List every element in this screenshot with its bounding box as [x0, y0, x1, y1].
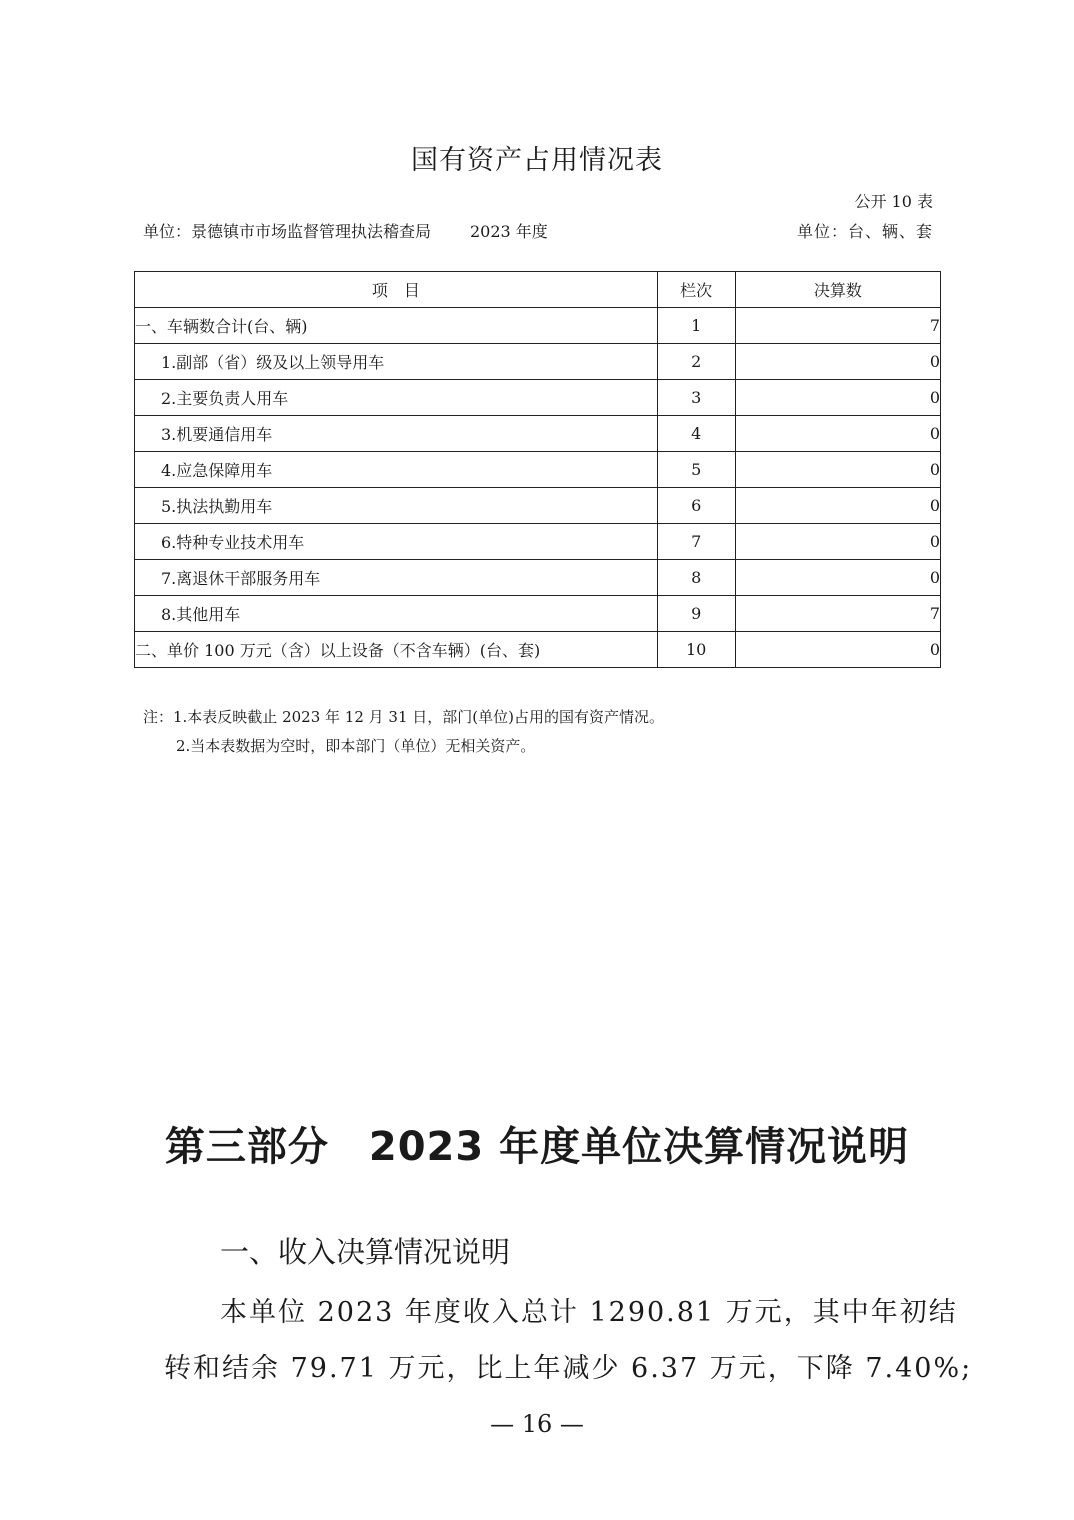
- row-value: 0: [735, 380, 940, 416]
- row-number: 9: [657, 596, 735, 632]
- header-item: 项 目: [135, 272, 658, 308]
- row-item: 6.特种专业技术用车: [135, 524, 658, 560]
- section-part: 第三部分: [164, 1124, 329, 1170]
- table-row: [135, 488, 941, 524]
- table-row: [135, 416, 941, 452]
- row-item: 一、车辆数合计(台、辆): [135, 308, 658, 344]
- row-number: 6: [657, 488, 735, 524]
- table-row: [135, 632, 941, 668]
- subsection-heading: 一、收入决算情况说明: [220, 1235, 511, 1269]
- row-item: 二、单价 100 万元（含）以上设备（不含车辆）(台、套): [135, 632, 658, 668]
- row-item: 8.其他用车: [135, 596, 658, 632]
- paragraph-line: 本单位 2023 年度收入总计 1290.81 万元，其中年初结: [220, 1297, 958, 1328]
- row-number: 3: [657, 380, 735, 416]
- row-item: 1.副部（省）级及以上领导用车: [135, 344, 658, 380]
- section-title: 2023 年度单位决算情况说明: [368, 1124, 910, 1170]
- table-row: [135, 452, 941, 488]
- row-value: 0: [735, 344, 940, 380]
- table-row: [135, 560, 941, 596]
- table-row: [135, 344, 941, 380]
- table-note-2: 2.当本表数据为空时，即本部门（单位）无相关资产。: [176, 737, 536, 755]
- row-value: 0: [735, 452, 940, 488]
- row-value: 0: [735, 524, 940, 560]
- row-number: 8: [657, 560, 735, 596]
- row-number: 4: [657, 416, 735, 452]
- table-code: 公开 10 表: [854, 192, 933, 211]
- row-number: 2: [657, 344, 735, 380]
- row-value: 0: [735, 560, 940, 596]
- paragraph-line: 转和结余 79.71 万元，比上年减少 6.37 万元，下降 7.40%;: [164, 1353, 973, 1384]
- row-item: 5.执法执勤用车: [135, 488, 658, 524]
- row-item: 7.离退休干部服务用车: [135, 560, 658, 596]
- fiscal-year: 2023 年度: [470, 222, 548, 241]
- row-item: 2.主要负责人用车: [135, 380, 658, 416]
- row-value: 0: [735, 488, 940, 524]
- reporting-unit: 单位：景德镇市市场监督管理执法稽查局: [143, 222, 432, 241]
- measure-unit: 单位：台、辆、套: [796, 222, 933, 241]
- header-row-no: 栏次: [657, 272, 735, 308]
- row-item: 4.应急保障用车: [135, 452, 658, 488]
- table-note-1: 注：1.本表反映截止 2023 年 12 月 31 日，部门(单位)占用的国有资产情况。: [143, 708, 664, 726]
- row-value: 7: [735, 596, 940, 632]
- table-row: [135, 524, 941, 560]
- table-row: [135, 380, 941, 416]
- row-value: 0: [735, 632, 940, 668]
- section-heading: [0, 1115, 1074, 1172]
- row-value: 0: [735, 416, 940, 452]
- row-number: 1: [657, 308, 735, 344]
- row-number: 7: [657, 524, 735, 560]
- table-row: [135, 308, 941, 344]
- row-number: 10: [657, 632, 735, 668]
- page-number: — 16 —: [490, 1410, 584, 1438]
- table-row: [135, 596, 941, 632]
- asset-table: [134, 271, 941, 668]
- row-number: 5: [657, 452, 735, 488]
- table-header-row: [135, 272, 941, 308]
- table-title: 国有资产占用情况表: [411, 145, 663, 176]
- header-value: 决算数: [735, 272, 940, 308]
- row-value: 7: [735, 308, 940, 344]
- row-item: 3.机要通信用车: [135, 416, 658, 452]
